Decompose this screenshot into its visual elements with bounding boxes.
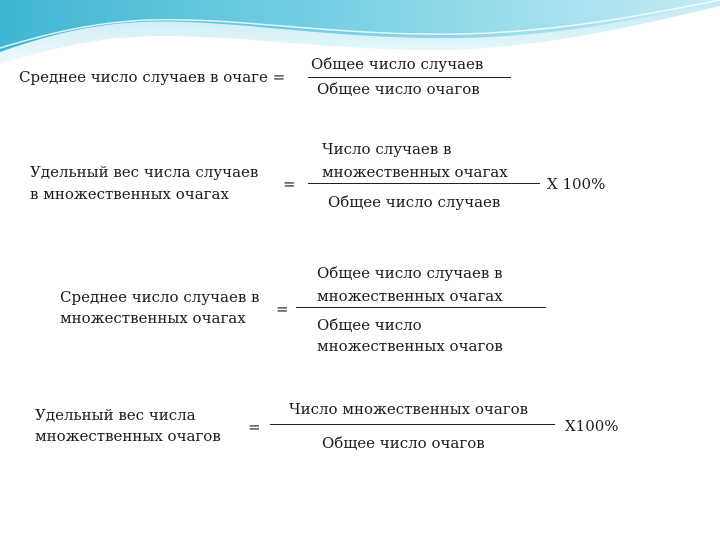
formula4-fraction-bar [270,424,555,425]
formula4-denominator: Общее число очагов [322,434,485,452]
formula4-numerator: Число множественных очагов [289,400,529,418]
formula4-multiplier: Х100% [565,417,619,435]
formula1-left-label: Среднее число случаев в очаге = [19,68,286,86]
formula3-numerator-line1: Общее число случаев в [317,264,503,282]
formula1-numerator: Общее число случаев [311,55,484,73]
formula4-left-label-line2: множественных очагов [35,427,221,445]
formula3-denominator-line1: Общее число [317,316,422,334]
formula4-left-label-line1: Удельный вес числа [35,406,196,424]
formula3-fraction-bar [296,307,546,308]
formula1-denominator: Общее число очагов [317,80,480,98]
formula2-denominator: Общее число случаев [328,193,501,211]
formula3-equals: = [276,300,289,318]
formula2-fraction-bar [308,183,540,184]
formula2-multiplier: Х 100% [547,175,606,193]
formula2-left-label-line2: в множественных очагах [30,185,229,203]
formula3-left-label-line2: множественных очагах [60,309,246,327]
formula4-equals: = [248,418,261,436]
formula2-left-label-line1: Удельный вес числа случаев [30,163,259,181]
formula3-numerator-line2: множественных очагах [317,287,503,305]
formula3-left-label-line1: Среднее число случаев в [60,288,260,306]
formula3-denominator-line2: множественных очагов [317,337,503,355]
formula2-numerator-line1: Число случаев в [322,140,452,158]
formula2-equals: = [283,175,296,193]
formula2-numerator-line2: множественных очагах [322,163,508,181]
